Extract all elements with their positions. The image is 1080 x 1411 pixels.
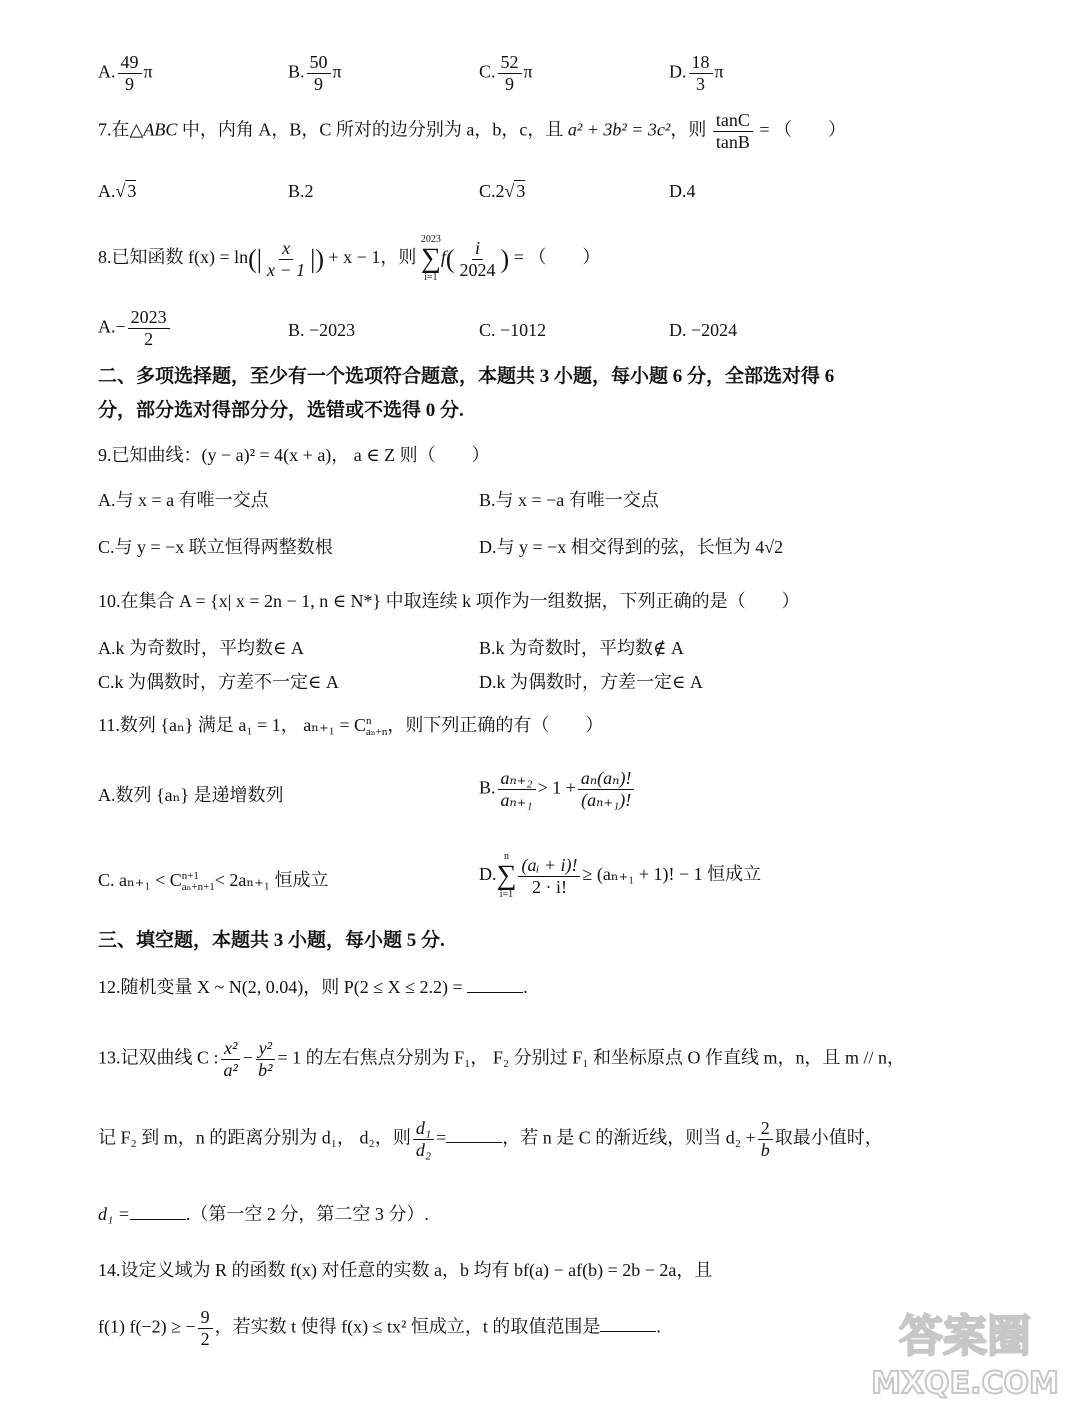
fraction: $\frac{\text{y²}}{\text{b²}}$ [255, 1038, 275, 1080]
q9-option-d: D.与 y = −x 相交得到的弦，长恒为 4√2 [479, 537, 784, 557]
q10-option-d: D.k 为偶数时，方差一定∈ A [479, 672, 703, 692]
q10-option-b: B.k 为奇数时，平均数∉ A [479, 638, 684, 658]
q11-option-b: B. $\frac{\text{aₙ₊₂}}{\text{aₙ₊₁}}$ > 1 + $\frac{\text{aₙ(aₙ)!}}{\text{(aₙ₊₁)!}}$ [479, 768, 636, 810]
q7-option-c: C.2√ 3 [479, 181, 526, 201]
fraction: $\frac{i}{2024}$ [459, 237, 496, 280]
svg-text:答案圈: 答案圈 [899, 1311, 1031, 1362]
answer-blank[interactable] [446, 1126, 502, 1143]
section-2-heading-cont: 分，部分选对得部分分，选错或不选得 0 分. [98, 400, 464, 421]
q14-line-2: f(1) f(−2) ≥ − $\frac{9}{2}$ ，若实数 t 使得 f(x) ≤ tx² 恒成立，t 的取值范围是 . [98, 1307, 661, 1349]
fraction: $\frac{\text{aₙ(aₙ)!}}{\text{(aₙ₊₁)!}}$ [578, 768, 635, 810]
q11-option-c: C. aₙ₊₁ < C n+1 aₙ+n+1 < 2aₙ₊₁ 恒成立 [98, 869, 329, 893]
q9-option-a: A.与 x = a 有唯一交点 [98, 490, 269, 510]
q9-option-c: C.与 y = −x 联立恒得两整数根 [98, 537, 333, 557]
q7-option-b: B.2 [288, 181, 314, 201]
fraction: $\frac{52}{9}$ [498, 52, 522, 94]
q6-option-a: A. $\frac{49}{9}$ π [98, 52, 153, 94]
q8-option-a: A.− $\frac{2023}{2}$ [98, 307, 172, 349]
fraction: $\frac{\text{x²}}{\text{a²}}$ [221, 1038, 241, 1080]
sum-sign: 2023 ∑ i=1 [420, 234, 441, 283]
fraction: $\frac{\text{aₙ₊₂}}{\text{aₙ₊₁}}$ [498, 768, 536, 810]
fraction: $\frac{\tan C}{\tan B}$ [713, 110, 753, 152]
q10-option-a: A.k 为奇数时，平均数∈ A [98, 638, 304, 658]
fraction: $\frac{18}{3}$ [689, 52, 713, 94]
section-3-heading: 三、填空题，本题共 3 小题，每小题 5 分. [98, 930, 445, 951]
q13-line-2: 记 F₂ 到 m，n 的距离分别为 d₁， d₂，则 $\frac{\text{d₁}}{\text{d₂}}$ = ，若 n 是 C 的渐近线，则当 d₂ + $\frac{2}{b}$ 取最小值时， [98, 1118, 883, 1160]
answer-blank[interactable] [130, 1203, 186, 1220]
q7-option-a: A.√ 3 [98, 181, 137, 201]
fraction: $\frac{2023}{2}$ [128, 307, 170, 349]
q10-stem: 10.在集合 A = {x| x = 2n − 1, n ∈ N*} 中取连续 k 项作为一组数据，下列正确的是（ ） [98, 591, 800, 611]
q9-option-b: B.与 x = −a 有唯一交点 [479, 490, 659, 510]
watermark-icon [873, 1293, 1058, 1403]
q6-option-b: B. $\frac{50}{9}$ π [288, 52, 342, 94]
q6-option-d: D. $\frac{18}{3}$ π [669, 52, 724, 94]
q13-line-1: 13.记双曲线 C : $\frac{\text{x²}}{\text{a²}}$ − $\frac{\text{y²}}{\text{b²}}$ = 1 的左右焦点分别为 F₁， F₂ 分别过 F₁ 和坐标原点 O 作直线 m，n，且 m // n， [98, 1038, 905, 1080]
q7-stem: 7.在△ABC 中，内角 A，B，C 所对的边分别为 a，b，c，且 a² + 3b² = 3c²，则 $\frac{\tan C}{\tan B}$ = （ ） [98, 110, 846, 152]
q11-option-d: D. n ∑ i=1 $\frac{\text{(aᵢ + i)!}}{2 \cdot i!}$ ≥ (aₙ₊₁ + 1)! − 1 恒成立 [479, 851, 762, 900]
answer-blank[interactable] [467, 976, 523, 993]
q11-option-a: A.数列 {aₙ} 是递增数列 [98, 785, 284, 805]
fraction: $\frac{\text{d₁}}{\text{d₂}}$ [413, 1118, 434, 1160]
watermark-logo [873, 1293, 1058, 1403]
answer-blank[interactable] [600, 1315, 656, 1332]
q11-stem: 11.数列 {aₙ} 满足 a₁ = 1， aₙ₊₁ = C n aₙ+n ，则下列正确的有（ ） [98, 714, 604, 738]
fraction: $\frac{2}{b}$ [758, 1118, 773, 1160]
fraction: $\frac{9}{2}$ [198, 1307, 213, 1349]
q8-stem: 8.已知函数 f(x) = ln(| $\frac{x}{x - 1}$ |) + x − 1，则 2023 ∑ i=1 f( $\frac{i}{2024}$ ) = （ ） [98, 234, 601, 283]
section-2-heading: 二、多项选择题，至少有一个选项符合题意，本题共 3 小题，每小题 6 分，全部选对得 6 [98, 366, 835, 387]
q9-stem: 9.已知曲线：(y − a)² = 4(x + a)， a ∈ Z 则（ ） [98, 445, 490, 465]
svg-text:MXQE.COM: MXQE.COM [873, 1366, 1058, 1401]
fraction: $\frac{x}{x - 1}$ [267, 237, 306, 280]
sum-sign: n ∑ i=1 [496, 851, 517, 900]
q10-option-c: C.k 为偶数时，方差不一定∈ A [98, 672, 339, 692]
q13-line-3: d₁ = .（第一空 2 分，第二空 3 分）. [98, 1204, 429, 1224]
q8-option-b: B. −2023 [288, 320, 356, 340]
q7-option-d: D.4 [669, 181, 696, 201]
q8-option-d: D. −2024 [669, 320, 738, 340]
fraction: $\frac{50}{9}$ [307, 52, 331, 94]
fraction: $\frac{\text{(aᵢ + i)!}}{2 \cdot i!}$ [518, 855, 580, 897]
fraction: $\frac{49}{9}$ [118, 52, 142, 94]
q8-option-c: C. −1012 [479, 320, 547, 340]
q6-option-c: C. $\frac{52}{9}$ π [479, 52, 533, 94]
q14-line-1: 14.设定义域为 R 的函数 f(x) 对任意的实数 a，b 均有 bf(a) − af(b) = 2b − 2a，且 [98, 1260, 713, 1280]
q12-stem: 12.随机变量 X ~ N(2, 0.04)，则 P(2 ≤ X ≤ 2.2) = . [98, 977, 528, 997]
